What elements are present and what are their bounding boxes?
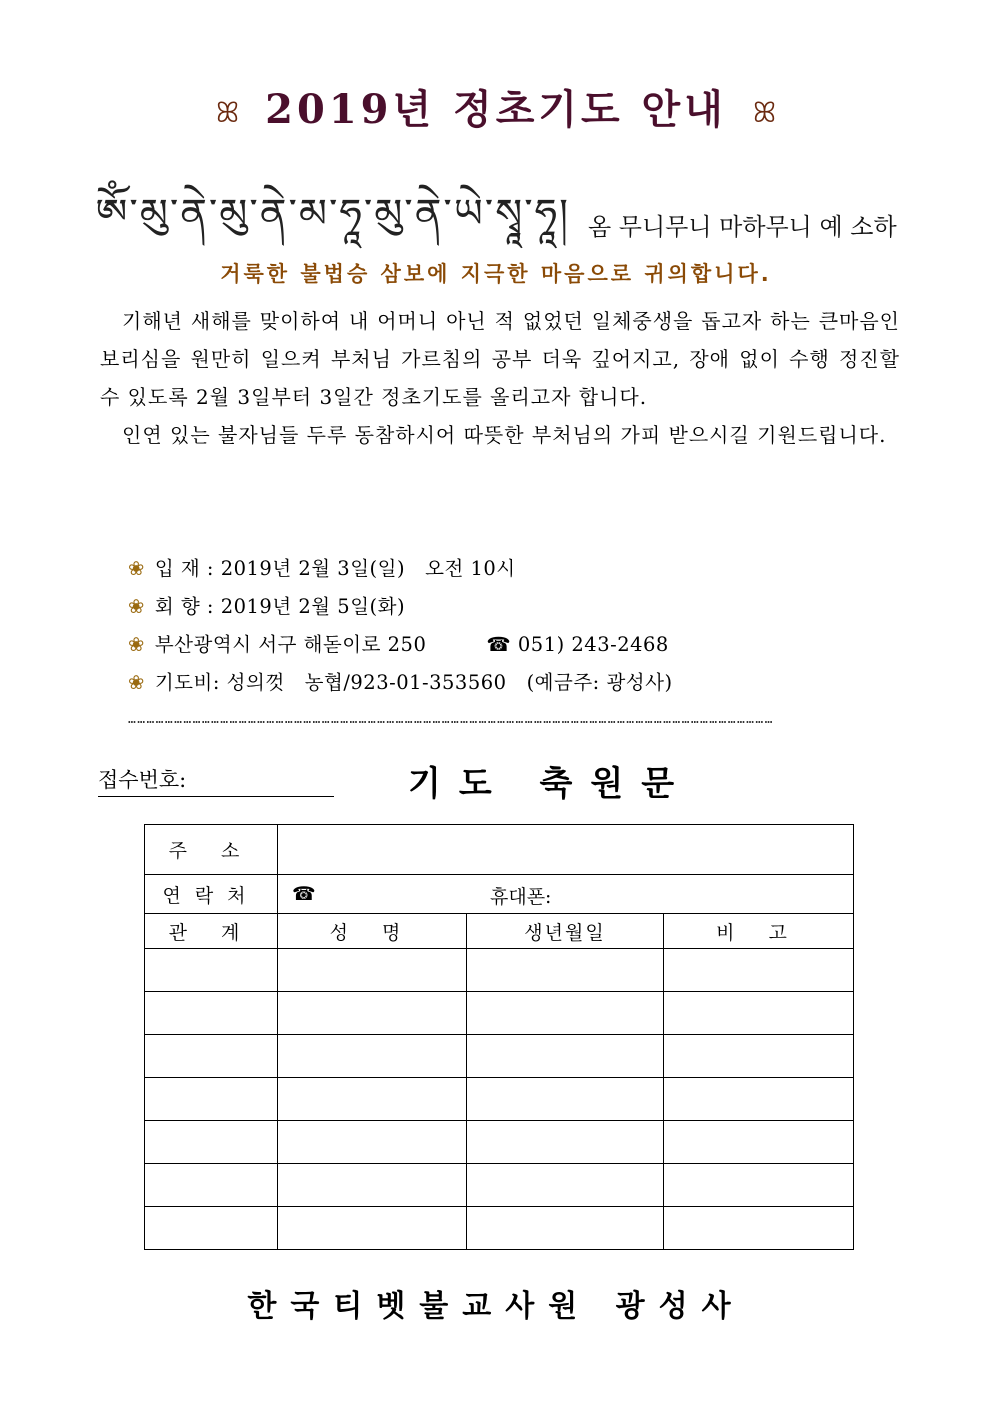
body-paragraph-1: 기해년 새해를 맞이하여 내 어머니 아닌 적 없었던 일체중생을 돕고자 하는 큰마음인 보리심을 원만히 일으켜 부처님 가르침의 공부 더욱 깊어지고, 장애 없이 수행 정진할 수 있도록 2월 3일부터 3일간 정초기도를 올리고자 합니다. xyxy=(100,309,900,409)
contact-input[interactable] xyxy=(278,875,854,914)
ipjae-time: 오전 10시 xyxy=(425,557,516,580)
birthdate-cell[interactable] xyxy=(467,1035,664,1078)
detail-offering xyxy=(128,664,673,702)
relation-cell[interactable] xyxy=(145,1164,278,1207)
table-row xyxy=(145,1164,854,1207)
phone-icon: ☎ xyxy=(486,633,512,656)
table-row xyxy=(145,1121,854,1164)
detail-hoehyang xyxy=(128,588,673,626)
form-title: 기도 축원문 xyxy=(408,764,693,804)
relation-cell[interactable] xyxy=(145,992,278,1035)
flower-bullet-icon: ❀ xyxy=(128,557,145,580)
page-title xyxy=(0,78,992,135)
flower-bullet-icon: ❀ xyxy=(128,633,145,656)
phone-icon: ☎ xyxy=(292,883,316,905)
mantra-korean: 옴 무니무니 마하무니 예 소하 xyxy=(587,213,897,241)
birthdate-cell[interactable] xyxy=(467,1121,664,1164)
table-row xyxy=(145,1035,854,1078)
table-header-row xyxy=(145,914,854,949)
remarks-cell[interactable] xyxy=(664,1035,854,1078)
relation-cell[interactable] xyxy=(145,1121,278,1164)
receipt-number-field xyxy=(98,764,334,797)
birthdate-cell[interactable] xyxy=(467,1207,664,1250)
ornament-right-icon: ꕤ xyxy=(752,96,777,129)
table-row xyxy=(145,992,854,1035)
address-label: 주 소 xyxy=(145,825,278,875)
relation-cell[interactable] xyxy=(145,1035,278,1078)
address-input[interactable] xyxy=(278,825,854,875)
table-row xyxy=(145,1078,854,1121)
remarks-cell[interactable] xyxy=(664,1121,854,1164)
name-cell[interactable] xyxy=(278,1207,467,1250)
contact-label: 연락처 xyxy=(145,875,278,914)
name-cell[interactable] xyxy=(278,1164,467,1207)
detail-address xyxy=(128,626,673,664)
bank-account: 농협/923-01-353560 xyxy=(304,671,507,694)
remarks-cell[interactable] xyxy=(664,949,854,992)
account-holder: (예금주: 광성사) xyxy=(526,671,673,694)
birthdate-cell[interactable] xyxy=(467,1078,664,1121)
col-relation: 관 계 xyxy=(145,914,278,949)
title-text: 2019년 정초기도 안내 xyxy=(265,86,727,133)
detail-ipjae xyxy=(128,550,673,588)
birthdate-cell[interactable] xyxy=(467,949,664,992)
announcement-body xyxy=(100,302,900,454)
remarks-cell[interactable] xyxy=(664,992,854,1035)
address-row xyxy=(145,825,854,875)
relation-cell[interactable] xyxy=(145,949,278,992)
name-cell[interactable] xyxy=(278,1078,467,1121)
ornament-left-icon: ꕤ xyxy=(215,96,240,129)
contact-row xyxy=(145,875,854,914)
col-name: 성 명 xyxy=(278,914,467,949)
remarks-cell[interactable] xyxy=(664,1078,854,1121)
relation-cell[interactable] xyxy=(145,1078,278,1121)
remarks-cell[interactable] xyxy=(664,1207,854,1250)
phone-number: 051) 243-2468 xyxy=(517,633,669,656)
offering-value: 성의껏 xyxy=(226,671,285,694)
ipjae-date: 2019년 2월 3일(일) xyxy=(220,557,406,580)
relation-cell[interactable] xyxy=(145,1207,278,1250)
receipt-label: 접수번호: xyxy=(98,768,187,792)
table-row xyxy=(145,1207,854,1250)
col-remarks: 비 고 xyxy=(664,914,854,949)
name-cell[interactable] xyxy=(278,992,467,1035)
col-birthdate: 생년월일 xyxy=(467,914,664,949)
mobile-label: 휴대폰: xyxy=(490,886,552,908)
flower-bullet-icon: ❀ xyxy=(128,671,145,694)
body-paragraph-2: 인연 있는 불자님들 두루 동참하시어 따뜻한 부처님의 가피 받으시길 기원드립니다. xyxy=(122,423,887,447)
details-list xyxy=(128,550,673,702)
name-cell[interactable] xyxy=(278,1121,467,1164)
remarks-cell[interactable] xyxy=(664,1164,854,1207)
hoehyang-date: 2019년 2월 5일(화) xyxy=(220,595,406,618)
prayer-form-table xyxy=(144,824,854,1250)
birthdate-cell[interactable] xyxy=(467,1164,664,1207)
mantra-tibetan: ༀ་མུ་ནེ་མུ་ནེ་མ་ཧཱ་མུ་ནེ་ཡེ་སྭཱ་ཧཱ། xyxy=(95,191,570,237)
name-cell[interactable] xyxy=(278,949,467,992)
flower-bullet-icon: ❀ xyxy=(128,595,145,618)
address-text: 부산광역시 서구 해돋이로 250 xyxy=(154,633,427,656)
ipjae-label: 입 재 : xyxy=(154,557,214,580)
refuge-line: 거룩한 불법승 삼보에 지극한 마음으로 귀의합니다. xyxy=(220,262,772,286)
offering-label: 기도비: xyxy=(154,671,220,694)
hoehyang-label: 회 향 : xyxy=(154,595,214,618)
table-row xyxy=(145,949,854,992)
name-cell[interactable] xyxy=(278,1035,467,1078)
dotted-separator: ………………………………………………………………………………………………………………………………………………………………………………………… xyxy=(128,712,774,727)
birthdate-cell[interactable] xyxy=(467,992,664,1035)
temple-name-footer: 한국티벳불교사원 광성사 xyxy=(247,1289,745,1324)
